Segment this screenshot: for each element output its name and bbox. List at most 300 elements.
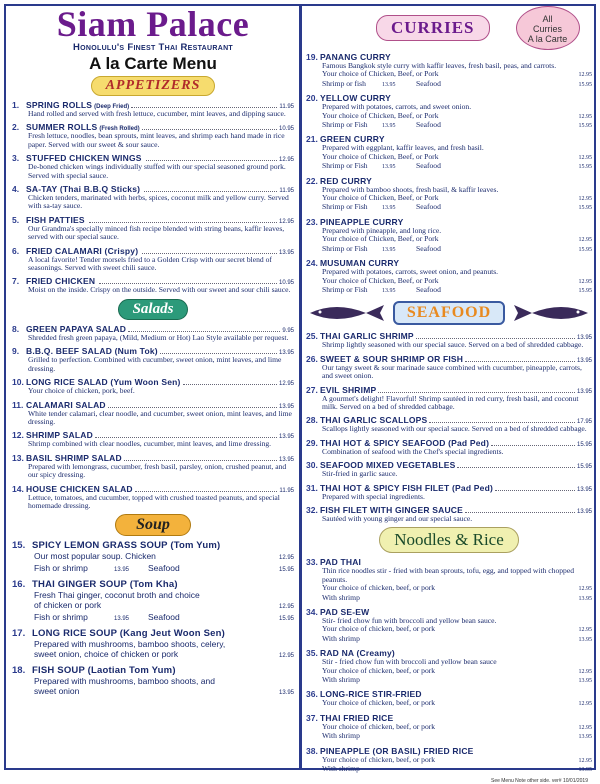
price-leader bbox=[128, 331, 280, 332]
curry-item bbox=[306, 217, 592, 254]
menu-item bbox=[306, 438, 592, 456]
menu-item bbox=[12, 346, 294, 373]
price: 15.95 bbox=[278, 616, 294, 623]
price-row bbox=[12, 600, 294, 612]
item-price: 17.95 bbox=[576, 419, 592, 426]
price-leader bbox=[160, 353, 277, 354]
item-name: SWEET & SOUR SHRIMP OR FISH bbox=[320, 353, 464, 364]
item-note: (Deep Fried) bbox=[94, 104, 130, 110]
item-name: FISH FILET WITH GINGER SAUCE bbox=[320, 504, 464, 515]
soup-item bbox=[12, 628, 294, 661]
price: 13.95 bbox=[114, 616, 130, 623]
item-name: FISH PATTIES bbox=[26, 214, 85, 225]
item-name: LONG RICE SALAD (Yum Woon Sen) bbox=[26, 377, 181, 388]
price: 13.95 bbox=[114, 567, 130, 574]
soup-list bbox=[12, 540, 294, 698]
menu-item bbox=[306, 331, 592, 349]
price-leader bbox=[99, 283, 277, 284]
item-number: 3. bbox=[12, 153, 20, 164]
item-note: (Fresh Rolled) bbox=[99, 126, 140, 133]
noodles-banner bbox=[306, 527, 592, 553]
item-number: 23. bbox=[306, 216, 318, 227]
menu-item bbox=[12, 246, 294, 273]
item-name: PAD SE-EW bbox=[320, 607, 370, 617]
item-name: THAI HOT & SPICY SEAFOOD (Pad Ped) bbox=[320, 437, 490, 448]
item-name: GREEN CURRY bbox=[320, 134, 385, 145]
price: 13.95 bbox=[578, 636, 592, 643]
price: 12.95 bbox=[578, 724, 592, 731]
item-description: Moist on the inside. Crispy on the outside. Served with our sweet and sour chili sauce. bbox=[28, 285, 291, 295]
item-number: 21. bbox=[306, 134, 318, 145]
item-number: 17. bbox=[12, 628, 26, 640]
item-name: GREEN PAPAYA SALAD bbox=[26, 323, 127, 334]
price: 13.95 bbox=[382, 164, 396, 171]
option-label: Shrimp or fish bbox=[322, 78, 366, 88]
item-name: BASIL SHRIMP SALAD bbox=[26, 452, 122, 463]
appetizers-heading: APPETIZERS bbox=[91, 76, 216, 96]
soup-banner bbox=[12, 514, 294, 536]
item-number: 29. bbox=[306, 437, 318, 448]
item-description: Combination of seafood with the Chef's special ingredients. bbox=[322, 446, 504, 456]
curry-item bbox=[306, 258, 592, 295]
noodles-list bbox=[306, 557, 592, 774]
price-leader bbox=[108, 407, 277, 408]
item-number: 13. bbox=[12, 452, 24, 463]
price-row bbox=[306, 203, 592, 212]
option-label: Seafood bbox=[416, 284, 441, 294]
noodles-heading: Noodles & Rice bbox=[379, 527, 519, 553]
menu-item bbox=[12, 400, 294, 427]
price: 13.95 bbox=[382, 287, 396, 294]
noodle-item bbox=[306, 689, 592, 708]
item-price: 13.95 bbox=[278, 350, 294, 357]
item-name: FRIED CHICKEN bbox=[26, 276, 96, 287]
item-number: 35. bbox=[306, 648, 318, 659]
price-leader bbox=[135, 491, 278, 492]
price-row bbox=[306, 245, 592, 254]
price-row bbox=[306, 80, 592, 89]
price: 15.95 bbox=[578, 287, 592, 294]
price-row bbox=[12, 686, 294, 698]
item-description: Lettuce, tomatoes, and cucumber, topped with crushed toasted peanuts, and special homemade dressing. bbox=[28, 492, 280, 510]
seafood-header bbox=[306, 299, 592, 327]
item-price: 12.95 bbox=[278, 381, 294, 388]
price-leader bbox=[131, 107, 277, 108]
option-label: Your choice of chicken, beef, or pork bbox=[322, 721, 436, 731]
item-number: 6. bbox=[12, 245, 20, 256]
item-number: 37. bbox=[306, 712, 318, 723]
item-description: Prepared with eggplant, kaffir leaves, and fresh basil. bbox=[322, 143, 484, 153]
all-curries-badge bbox=[516, 6, 580, 50]
item-name: EVIL SHRIMP bbox=[320, 384, 377, 395]
item-description: Our Grandma's specially minced fish recipe blended with string beans, kaffir leaves, served with our special sauce. bbox=[28, 223, 285, 242]
option-label: Your choice of Chicken, Beef, or Pork bbox=[322, 234, 439, 244]
menu-item bbox=[12, 377, 294, 395]
item-name: THAI GARLIC SCALLOPS bbox=[320, 415, 428, 426]
item-description: A gourmet's delight! Flavorful! Shrimp sautéed in red curry, fresh basil, and coconut milk. Served on a bed of shredded cabbage. bbox=[322, 393, 579, 411]
price: 12.95 bbox=[578, 196, 592, 203]
menu-item bbox=[306, 460, 592, 478]
item-description: Famous Bangkok style curry with kaffir leaves, fresh basil, peas, and carrots. bbox=[322, 61, 557, 70]
badge-line: Curries bbox=[533, 24, 563, 34]
price: 12.95 bbox=[578, 586, 592, 593]
item-name: SHRIMP SALAD bbox=[26, 430, 93, 441]
option-label: With shrimp bbox=[322, 592, 360, 602]
curries-list bbox=[306, 52, 592, 295]
price-leader bbox=[416, 338, 575, 339]
item-name: THAI GINGER SOUP (Tom Kha) bbox=[32, 579, 178, 591]
item-price: 12.95 bbox=[278, 157, 294, 164]
noodle-item bbox=[306, 607, 592, 644]
item-number: 9. bbox=[12, 346, 20, 357]
item-name: RED CURRY bbox=[320, 175, 373, 186]
item-name: FISH SOUP (Laotian Tom Yum) bbox=[32, 665, 176, 677]
item-description: Prepared with mushrooms, bamboo shoots, celery, bbox=[34, 639, 226, 650]
curry-item bbox=[306, 134, 592, 171]
menu-item bbox=[12, 184, 294, 211]
item-price: 15.95 bbox=[576, 464, 592, 471]
price-leader bbox=[457, 467, 575, 468]
price: 12.95 bbox=[578, 757, 592, 764]
item-description: Shrimp lightly seasoned with our special sauce. Served on a bed of shredded cabbage. bbox=[322, 340, 584, 350]
price-leader bbox=[465, 361, 575, 362]
price: 15.95 bbox=[578, 246, 592, 253]
item-number: 24. bbox=[306, 258, 318, 269]
item-number: 31. bbox=[306, 482, 318, 493]
option-label: With shrimp bbox=[322, 675, 360, 685]
item-description: Our tangy sweet & sour marinade sauce combined with cucumber, pineapple, carrots, and sweet onion. bbox=[322, 362, 582, 381]
item-number: 14. bbox=[12, 483, 24, 494]
item-number: 25. bbox=[306, 331, 318, 342]
item-description: Stir- fried chow fun with broccoli and yellow bean sauce. bbox=[322, 616, 497, 625]
price-row bbox=[306, 162, 592, 171]
option-label: Your choice of chicken, beef, or pork bbox=[322, 665, 436, 675]
item-number: 28. bbox=[306, 415, 318, 426]
option-label: Seafood bbox=[416, 243, 441, 253]
item-description: Thin rice noodles stir - fried with bean sprouts, tofu, egg, and topped with chopped peanuts. bbox=[322, 566, 575, 584]
option-label: Seafood bbox=[416, 161, 441, 171]
price-row bbox=[306, 121, 592, 130]
salads-list bbox=[12, 324, 294, 510]
item-number: 34. bbox=[306, 607, 318, 617]
item-price: 10.95 bbox=[278, 280, 294, 287]
item-description: Fresh lettuce, noodles, bean sprouts, mint leaves, and shrimp each hand made in rice paper. Served with our sweet & sour sauce. bbox=[28, 131, 285, 149]
item-price: 10.95 bbox=[278, 126, 294, 133]
item-name: PINEAPPLE CURRY bbox=[320, 216, 404, 227]
item-price: 13.95 bbox=[576, 388, 592, 395]
price: 12.95 bbox=[578, 154, 592, 161]
menu-item bbox=[306, 385, 592, 412]
price-row bbox=[306, 699, 592, 708]
seafood-list bbox=[306, 331, 592, 523]
item-price: 13.95 bbox=[576, 486, 592, 493]
item-number: 22. bbox=[306, 175, 318, 186]
option-label: Shrimp or Fish bbox=[322, 284, 368, 294]
price: 13.95 bbox=[382, 246, 396, 253]
item-name: B.B.Q. BEEF SALAD (Num Tok) bbox=[26, 346, 158, 357]
item-name: SPRING ROLLS bbox=[26, 100, 93, 110]
menu-item bbox=[306, 505, 592, 523]
item-description: sweet onion, choice of chicken or pork bbox=[34, 649, 179, 660]
menu-title: A la Carte Menu bbox=[89, 54, 217, 73]
item-description: of chicken or pork bbox=[34, 600, 102, 611]
item-description: Prepared with potatoes, carrots, sweet onion, and peanuts. bbox=[322, 267, 499, 277]
item-number: 1. bbox=[12, 100, 20, 110]
menu-item bbox=[12, 453, 294, 480]
price-row bbox=[306, 635, 592, 644]
option-label: Your choice of Chicken, Beef, or Pork bbox=[322, 193, 439, 203]
option-label: Shrimp or Fish bbox=[322, 202, 368, 212]
item-price: 11.95 bbox=[279, 104, 294, 110]
curry-item bbox=[306, 176, 592, 213]
item-number: 36. bbox=[306, 689, 318, 700]
item-name: THAI FRIED RICE bbox=[320, 712, 394, 723]
noodle-item bbox=[306, 746, 592, 775]
option-label: Shrimp or Fish bbox=[322, 243, 368, 253]
menu-item bbox=[306, 354, 592, 381]
item-name: THAI GARLIC SHRIMP bbox=[320, 331, 414, 342]
curries-heading: CURRIES bbox=[376, 15, 490, 41]
item-price: 11.95 bbox=[279, 487, 294, 494]
item-number: 7. bbox=[12, 276, 20, 287]
fish-right-icon bbox=[512, 301, 592, 325]
item-description: Our most popular soup. Chicken bbox=[34, 551, 156, 562]
item-price: 13.95 bbox=[278, 403, 294, 410]
item-number: 4. bbox=[12, 184, 20, 195]
price: 12.95 bbox=[578, 237, 592, 244]
price: 13.95 bbox=[578, 767, 592, 774]
item-number: 2. bbox=[12, 122, 20, 133]
item-number: 38. bbox=[306, 745, 318, 756]
item-name: LONG-RICE STIR-FRIED bbox=[320, 689, 422, 700]
price-row bbox=[306, 765, 592, 774]
item-description: A local favorite! Tender morsels fried to a Golden Crisp with our secret blend of seasonings. Served with sweet chili sauce. bbox=[28, 254, 272, 273]
menu-item bbox=[12, 215, 294, 242]
item-name: MUSUMAN CURRY bbox=[320, 258, 400, 269]
option-label: Seafood bbox=[148, 563, 180, 574]
item-number: 8. bbox=[12, 323, 20, 334]
item-description: Prepared with mushrooms, bamboo shoots, and bbox=[34, 676, 215, 687]
item-number: 27. bbox=[306, 384, 318, 395]
right-column bbox=[306, 6, 592, 784]
option-label: Seafood bbox=[416, 202, 441, 212]
item-price: 13.95 bbox=[278, 456, 294, 463]
option-label: Seafood bbox=[148, 612, 180, 623]
item-name: PAD THAI bbox=[320, 557, 362, 568]
badge-line: A la Carte bbox=[527, 34, 568, 44]
menu-item bbox=[12, 100, 294, 118]
option-label: With shrimp bbox=[322, 633, 360, 643]
item-name: SUMMER ROLLS bbox=[26, 122, 98, 133]
item-number: 10. bbox=[12, 377, 24, 388]
item-description: sweet onion bbox=[34, 686, 80, 697]
option-label: With shrimp bbox=[322, 764, 360, 774]
price-leader bbox=[146, 160, 277, 161]
soup-item bbox=[12, 665, 294, 698]
price-row bbox=[306, 732, 592, 741]
item-description: White tender calamari, clear noodle, and cucumber, sweet onion, mint leaves, and lime dressing. bbox=[28, 408, 292, 426]
item-description: Prepared with potatoes, carrots, and sweet onion. bbox=[322, 102, 472, 112]
price-row bbox=[12, 551, 294, 563]
item-header bbox=[12, 540, 294, 551]
item-description: Prepared with bamboo shoots, fresh basil, & kaffir leaves. bbox=[322, 184, 499, 194]
price: 15.95 bbox=[578, 205, 592, 212]
restaurant-name: Siam Palace bbox=[56, 4, 250, 44]
item-price: 13.95 bbox=[278, 249, 294, 256]
item-number: 32. bbox=[306, 504, 318, 515]
price: 13.95 bbox=[382, 123, 396, 130]
item-header bbox=[12, 579, 294, 590]
soup-item bbox=[12, 579, 294, 624]
option-label: Your choice of Chicken, Beef, or Pork bbox=[322, 69, 439, 79]
price-row bbox=[12, 563, 294, 575]
appetizers-list bbox=[12, 100, 294, 295]
option-label: Shrimp or Fish bbox=[322, 120, 368, 130]
item-description: Fresh Thai ginger, coconut broth and choice bbox=[34, 590, 200, 601]
option-label: Fish or shrimp bbox=[34, 612, 88, 623]
soup-item bbox=[12, 540, 294, 575]
price: 13.95 bbox=[578, 678, 592, 685]
price: 12.95 bbox=[578, 668, 592, 675]
item-price: 9.95 bbox=[282, 327, 294, 334]
item-description: Chicken tenders, marinated with herbs, spices, coconut milk and yellow curry. Served with sa-tay sauce. bbox=[28, 193, 289, 211]
item-price: 13.95 bbox=[576, 357, 592, 364]
price: 15.95 bbox=[578, 123, 592, 130]
curry-item bbox=[306, 93, 592, 130]
menu-item bbox=[12, 430, 294, 448]
price-row bbox=[306, 594, 592, 603]
option-label: Seafood bbox=[416, 120, 441, 130]
item-name: SEAFOOD MIXED VEGETABLES bbox=[320, 460, 456, 471]
noodle-item bbox=[306, 648, 592, 685]
item-name: PANANG CURRY bbox=[320, 52, 391, 62]
option-label: Your choice of Chicken, Beef, or Pork bbox=[322, 110, 439, 120]
price-row bbox=[12, 590, 294, 600]
item-description: Prepared with lemongrass, cucumber, fresh basil, parsley, onion, crushed peanut, and our spicy dressing. bbox=[28, 461, 287, 480]
price: 15.95 bbox=[578, 81, 592, 88]
option-label: With shrimp bbox=[322, 731, 360, 741]
option-label: Fish or shrimp bbox=[34, 563, 88, 574]
salads-banner bbox=[12, 299, 294, 320]
item-price: 11.95 bbox=[279, 188, 294, 195]
price-row bbox=[12, 676, 294, 686]
menu-item bbox=[306, 483, 592, 501]
tagline: Honolulu's Finest Thai Restaurant bbox=[73, 42, 233, 53]
item-description: Scallops lightly seasoned with our special sauce. Served on a bed of shredded cabbage. bbox=[322, 424, 587, 434]
item-header bbox=[12, 665, 294, 676]
price: 13.95 bbox=[578, 595, 592, 602]
item-name: RAD NA (Creamy) bbox=[320, 648, 395, 659]
footnote: See Menu Note other side. ver# 10/01/2019 bbox=[490, 778, 588, 784]
price-leader bbox=[495, 490, 575, 491]
item-description: Shredded fresh green papaya, (Mild, Medium or Hot) Lao Style available per request. bbox=[28, 332, 289, 342]
price-leader bbox=[465, 512, 575, 513]
price: 13.95 bbox=[382, 205, 396, 212]
item-description: Sautéed with young ginger and our special sauce. bbox=[322, 513, 473, 523]
curries-header bbox=[306, 6, 592, 50]
item-number: 16. bbox=[12, 579, 26, 591]
item-price: 13.95 bbox=[576, 335, 592, 342]
price: 13.95 bbox=[578, 734, 592, 741]
price-leader bbox=[142, 253, 277, 254]
item-number: 15. bbox=[12, 540, 26, 552]
menu-item bbox=[12, 153, 294, 180]
item-name: HOUSE CHICKEN SALAD bbox=[26, 483, 133, 494]
price-row bbox=[12, 612, 294, 624]
price-row bbox=[306, 676, 592, 685]
price: 12.95 bbox=[578, 701, 592, 708]
price: 12.95 bbox=[578, 278, 592, 285]
item-description: De-boned chicken wings individually stuffed with our special seasoned ground pork. Served with special sauce. bbox=[28, 162, 286, 180]
item-header bbox=[12, 628, 294, 639]
price: 15.95 bbox=[578, 164, 592, 171]
item-number: 5. bbox=[12, 214, 20, 225]
item-description: Grilled to perfection. Combined with cucumber, sweet onion, mint leaves, and lime dressing. bbox=[28, 355, 282, 373]
fish-left-icon bbox=[306, 301, 386, 325]
salads-heading: Salads bbox=[118, 299, 189, 320]
price-leader bbox=[95, 437, 277, 438]
item-name: CALAMARI SALAD bbox=[26, 399, 106, 410]
price: 12.95 bbox=[578, 113, 592, 120]
item-price: 12.95 bbox=[278, 218, 294, 225]
price-leader bbox=[144, 191, 277, 192]
item-price: 13.95 bbox=[576, 508, 592, 515]
item-name: FRIED CALAMARI (Crispy) bbox=[26, 245, 139, 256]
option-label: Shrimp or Fish bbox=[322, 161, 368, 171]
option-label: Your choice of chicken, beef, or pork bbox=[322, 698, 436, 708]
price-leader bbox=[124, 460, 277, 461]
price-leader bbox=[429, 422, 575, 423]
noodle-item bbox=[306, 713, 592, 742]
item-number: 18. bbox=[12, 665, 26, 677]
option-label: Seafood bbox=[416, 78, 441, 88]
seafood-heading: SEAFOOD bbox=[393, 301, 505, 325]
noodle-item bbox=[306, 557, 592, 603]
option-label: Your choice of chicken, beef, or pork bbox=[322, 583, 436, 593]
left-column bbox=[12, 6, 294, 702]
item-description: Stir - fried chow fun with broccoli and yellow bean sauce bbox=[322, 657, 497, 667]
item-number: 30. bbox=[306, 460, 318, 471]
item-number: 19. bbox=[306, 52, 318, 62]
item-description: Prepared with pineapple, and long rice. bbox=[322, 225, 442, 235]
price-leader bbox=[491, 445, 575, 446]
option-label: Your choice of chicken, beef, or pork bbox=[322, 624, 436, 634]
item-description: Stir-fried in garlic sauce. bbox=[322, 469, 398, 479]
price: 13.95 bbox=[382, 81, 396, 88]
item-number: 20. bbox=[306, 93, 318, 104]
item-name: SA-TAY (Thai B.B.Q Sticks) bbox=[26, 184, 141, 195]
item-price: 15.95 bbox=[576, 441, 592, 448]
item-number: 26. bbox=[306, 353, 318, 364]
item-description: Hand rolled and served with fresh lettuce, cucumber, mint leaves, and dipping sauce. bbox=[28, 109, 286, 118]
item-name: YELLOW CURRY bbox=[320, 93, 392, 104]
price-leader bbox=[142, 129, 277, 130]
price: 12.95 bbox=[278, 604, 294, 611]
option-label: Your choice of Chicken, Beef, or Pork bbox=[322, 275, 439, 285]
menu-item bbox=[306, 415, 592, 433]
menu-item bbox=[12, 276, 294, 294]
column-divider bbox=[299, 4, 302, 770]
option-label: Your choice of chicken, beef, or pork bbox=[322, 754, 436, 764]
price: 12.95 bbox=[578, 627, 592, 634]
item-description: Shrimp combined with clear noodles, cucumber, mint leaves, and lime dressing. bbox=[28, 439, 272, 449]
option-label: Your choice of Chicken, Beef, or Pork bbox=[322, 151, 439, 161]
item-number: 12. bbox=[12, 430, 24, 441]
badge-line: All bbox=[542, 14, 553, 24]
soup-heading: Soup bbox=[115, 514, 191, 536]
menu-item bbox=[12, 324, 294, 342]
menu-item bbox=[12, 484, 294, 511]
